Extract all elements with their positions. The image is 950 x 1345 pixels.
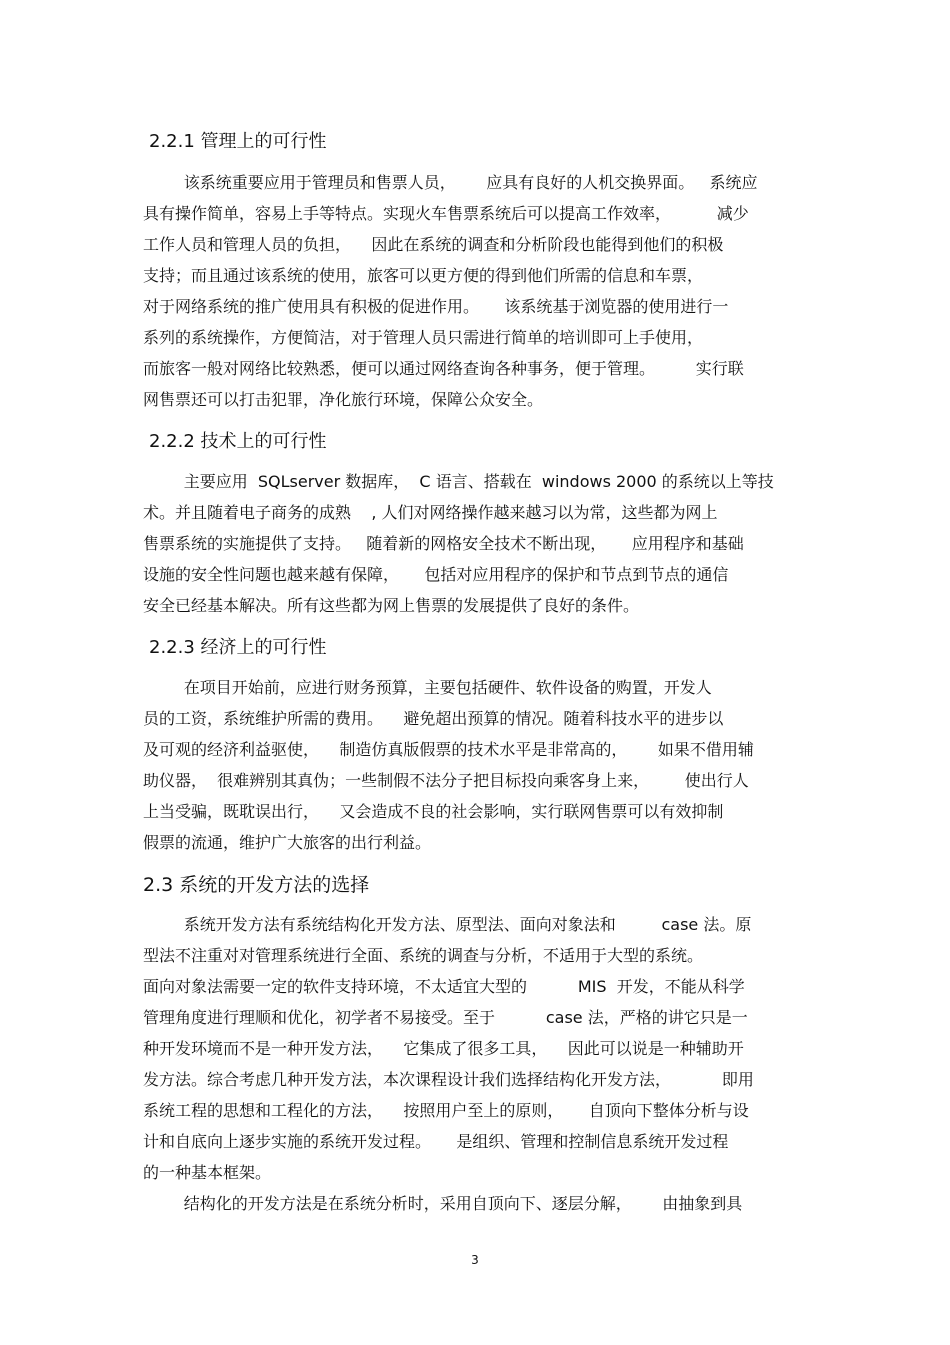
paragraph-line: 具有操作简单，容易上手等特点。实现火车售票系统后可以提高工作效率， 减少 xyxy=(143,204,749,223)
paragraph-line: 安全已经基本解决。所有这些都为网上售票的发展提供了良好的条件。 xyxy=(143,596,640,615)
paragraph-line: 员的工资，系统维护所需的费用。 避免超出预算的情况。随着科技水平的进步以 xyxy=(143,709,724,728)
paragraph-line: 系统工程的思想和工程化的方法， 按照用户至上的原则， 自顶向下整体分析与设 xyxy=(143,1101,749,1120)
paragraph-development-method xyxy=(143,909,813,1219)
paragraph-line: 种开发环境而不是一种开发方法， 它集成了很多工具， 因此可以说是一种辅助开 xyxy=(143,1039,744,1058)
paragraph-line: 工作人员和管理人员的负担， 因此在系统的调查和分析阶段也能得到他们的积极 xyxy=(143,235,724,254)
paragraph-technical-feasibility xyxy=(143,466,813,621)
page-number: 3 xyxy=(471,1253,479,1267)
paragraph-line: 主要应用 SQLserver 数据库， C 语言、搭载在 windows 2000 的系统以上等技 xyxy=(143,472,774,491)
paragraph-management-feasibility xyxy=(143,167,813,415)
paragraph-line: 设施的安全性问题也越来越有保障， 包括对应用程序的保护和节点到节点的通信 xyxy=(143,565,729,584)
paragraph-line: 上当受骗，既耽误出行， 又会造成不良的社会影响，实行联网售票可以有效抑制 xyxy=(143,802,724,821)
section-heading-2-2-1: 2.2.1 管理上的可行性 xyxy=(149,131,327,152)
paragraph-line: 计和自底向上逐步实施的系统开发过程。 是组织、管理和控制信息系统开发过程 xyxy=(143,1132,729,1151)
paragraph-line: 假票的流通，维护广大旅客的出行利益。 xyxy=(143,833,432,852)
section-heading-2-2-2: 2.2.2 技术上的可行性 xyxy=(149,431,327,452)
paragraph-line: 系列的系统操作，方便简洁，对于管理人员只需进行简单的培训即可上手使用， xyxy=(143,328,704,347)
paragraph-line: 而旅客一般对网络比较熟悉，便可以通过网络查询各种事务，便于管理。 实行联 xyxy=(143,359,744,378)
paragraph-line: 结构化的开发方法是在系统分析时，采用自顶向下、逐层分解， 由抽象到具 xyxy=(143,1194,743,1213)
paragraph-line: 及可观的经济利益驱使， 制造仿真版假票的技术水平是非常高的， 如果不借用辅 xyxy=(143,740,754,759)
paragraph-line: 在项目开始前，应进行财务预算，主要包括硬件、软件设备的购置，开发人 xyxy=(143,678,712,697)
paragraph-line: 型法不注重对对管理系统进行全面、系统的调查与分析，不适用于大型的系统。 xyxy=(143,946,704,965)
section-heading-2-2-3: 2.2.3 经济上的可行性 xyxy=(149,637,327,658)
paragraph-line: 术。并且随着电子商务的成熟 , 人们对网络操作越来越习以为常，这些都为网上 xyxy=(143,503,718,522)
paragraph-line: 售票系统的实施提供了支持。 随着新的网格安全技术不断出现， 应用程序和基础 xyxy=(143,534,744,553)
section-heading-2-3: 2.3 系统的开发方法的选择 xyxy=(143,874,370,896)
paragraph-economic-feasibility xyxy=(143,672,813,858)
paragraph-line: 网售票还可以打击犯罪，净化旅行环境，保障公众安全。 xyxy=(143,390,544,409)
paragraph-line: 系统开发方法有系统结构化开发方法、原型法、面向对象法和 case 法。原 xyxy=(143,915,752,934)
paragraph-line: 该系统重要应用于管理员和售票人员， 应具有良好的人机交换界面。 系统应 xyxy=(143,173,758,192)
paragraph-line: 发方法。综合考虑几种开发方法，本次课程设计我们选择结构化开发方法， 即用 xyxy=(143,1070,754,1089)
paragraph-line: 对于网络系统的推广使用具有积极的促进作用。 该系统基于浏览器的使用进行一 xyxy=(143,297,729,316)
paragraph-line: 面向对象法需要一定的软件支持环境，不太适宜大型的 MIS 开发，不能从科学 xyxy=(143,977,745,996)
paragraph-line: 助仪器， 很难辨别其真伪；一些制假不法分子把目标投向乘客身上来， 使出行人 xyxy=(143,771,749,790)
paragraph-line: 支持；而且通过该系统的使用，旅客可以更方便的得到他们所需的信息和车票， xyxy=(143,266,704,285)
paragraph-line: 管理角度进行理顺和优化，初学者不易接受。至于 case 法，严格的讲它只是一 xyxy=(143,1008,748,1027)
paragraph-line: 的一种基本框架。 xyxy=(143,1163,272,1182)
